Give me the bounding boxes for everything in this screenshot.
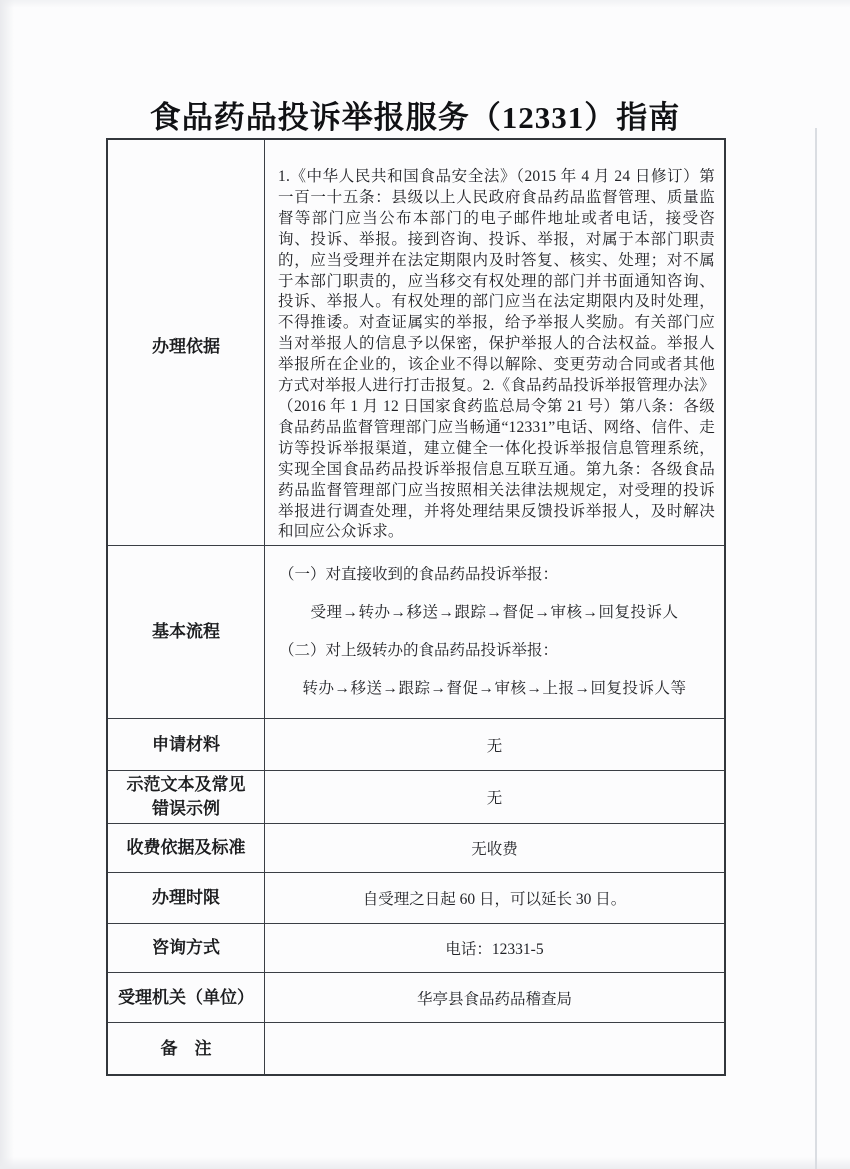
scan-edge-top bbox=[0, 0, 850, 8]
row-value-sample-text: 无 bbox=[486, 790, 503, 807]
row-label-time-limit-text: 办理时限 bbox=[152, 888, 220, 908]
row-label-basis bbox=[108, 140, 265, 553]
table-row-process bbox=[108, 545, 724, 718]
table-row-fee bbox=[108, 823, 724, 872]
process-flow-direct: 受理→转办→移送→跟踪→督促→审核→回复投诉人 bbox=[310, 604, 679, 621]
process-flow-forwarded: 转办→移送→跟踪→督促→审核→上报→回复投诉人等 bbox=[302, 680, 687, 697]
row-value-time-limit: 自受理之日起 60 日，可以延长 30 日。 bbox=[362, 891, 627, 908]
row-label-material-text: 申请材料 bbox=[152, 734, 220, 754]
row-label-sample-line1: 示范文本及常见 bbox=[126, 775, 246, 795]
row-label-time-limit bbox=[108, 873, 265, 923]
row-label-agency bbox=[108, 973, 265, 1022]
row-label-process-text: 基本流程 bbox=[152, 622, 220, 642]
row-label-remarks-text: 备 注 bbox=[160, 1038, 212, 1058]
row-value-material: 无 bbox=[486, 737, 503, 755]
scan-edge-left bbox=[0, 0, 14, 1169]
row-value-consult: 电话：12331-5 bbox=[445, 941, 544, 958]
row-value-agency: 华亭县食品药品稽查局 bbox=[416, 990, 572, 1008]
row-label-sample-text bbox=[108, 771, 265, 823]
row-label-process bbox=[108, 546, 265, 718]
table-row-material bbox=[108, 718, 724, 770]
paper-edge-line bbox=[815, 128, 817, 1169]
row-label-sample-line2: 错误示例 bbox=[152, 799, 220, 818]
process-section1-title: （一）对直接收到的食品药品投诉举报： bbox=[279, 566, 559, 583]
row-label-consult-text: 咨询方式 bbox=[152, 938, 220, 958]
row-label-agency-text: 受理机关（单位） bbox=[118, 987, 254, 1007]
row-value-process bbox=[265, 546, 724, 718]
row-value-basis: 1.《中华人民共和国食品安全法》（2015 年 4 月 24 日修订）第一百一十五条：县级以上人民政府食品药品监督管理、质量监督等部门应当公布本部门的电子邮件地址或者电话，接受咨询、投诉、举报。接到咨询、投诉、举报，对属于本部门职责的，应当受理并在法定期限内及时答复、核实、处理；对不属于本部门职责的，应当移交有权处理的部门并书面通知咨询、投诉、举报人。有权处理的部门应当在法定期限内及时处理，不得推诿。对查证属实的举报，给予举报人奖励。有关部门应当对举报人的信息予以保密，保护举报人的合法权益。举报人举报所在企业的，该企业不得以解除、变更劳动合同或者其他方式对举报人进行打击报复。2.《食品药品投诉举报管理办法》（2016 年 1 月 12 日国家食药监总局令第 21 号）第八条：各级食品药品监督管理部门应当畅通“12331”电话、网络、信件、走访等投诉举报渠道，建立健全一体化投诉举报信息管理系统，实现全国食品药品投诉举报信息互联互通。第九条：各级食品药品监督管理部门应当按照相关法律法规规定，对受理的投诉举报进行调查处理，并将处理结果反馈投诉举报人，及时解决和回应公众诉求。 bbox=[278, 168, 715, 541]
table-row-sample-text bbox=[108, 770, 724, 823]
table-row-consult bbox=[108, 923, 724, 972]
row-label-fee bbox=[108, 824, 265, 872]
scan-edge-bottom bbox=[0, 1157, 850, 1169]
page-title: 食品药品投诉举报服务（12331）指南 bbox=[149, 100, 681, 135]
row-label-consult bbox=[108, 924, 265, 972]
row-value-remarks bbox=[265, 1023, 724, 1074]
row-label-basis-text: 办理依据 bbox=[152, 336, 220, 356]
row-label-material bbox=[108, 719, 265, 770]
process-section2-title: （二）对上级转办的食品药品投诉举报： bbox=[279, 642, 559, 659]
row-value-fee: 无收费 bbox=[471, 841, 518, 858]
row-label-fee-text: 收费依据及标准 bbox=[126, 838, 246, 858]
table-row-remarks bbox=[108, 1022, 724, 1074]
table-row-agency bbox=[108, 972, 724, 1022]
table-row-time-limit bbox=[108, 872, 724, 923]
row-label-remarks bbox=[108, 1023, 265, 1074]
table-row-basis bbox=[108, 140, 724, 545]
service-guide-table bbox=[106, 138, 726, 1076]
